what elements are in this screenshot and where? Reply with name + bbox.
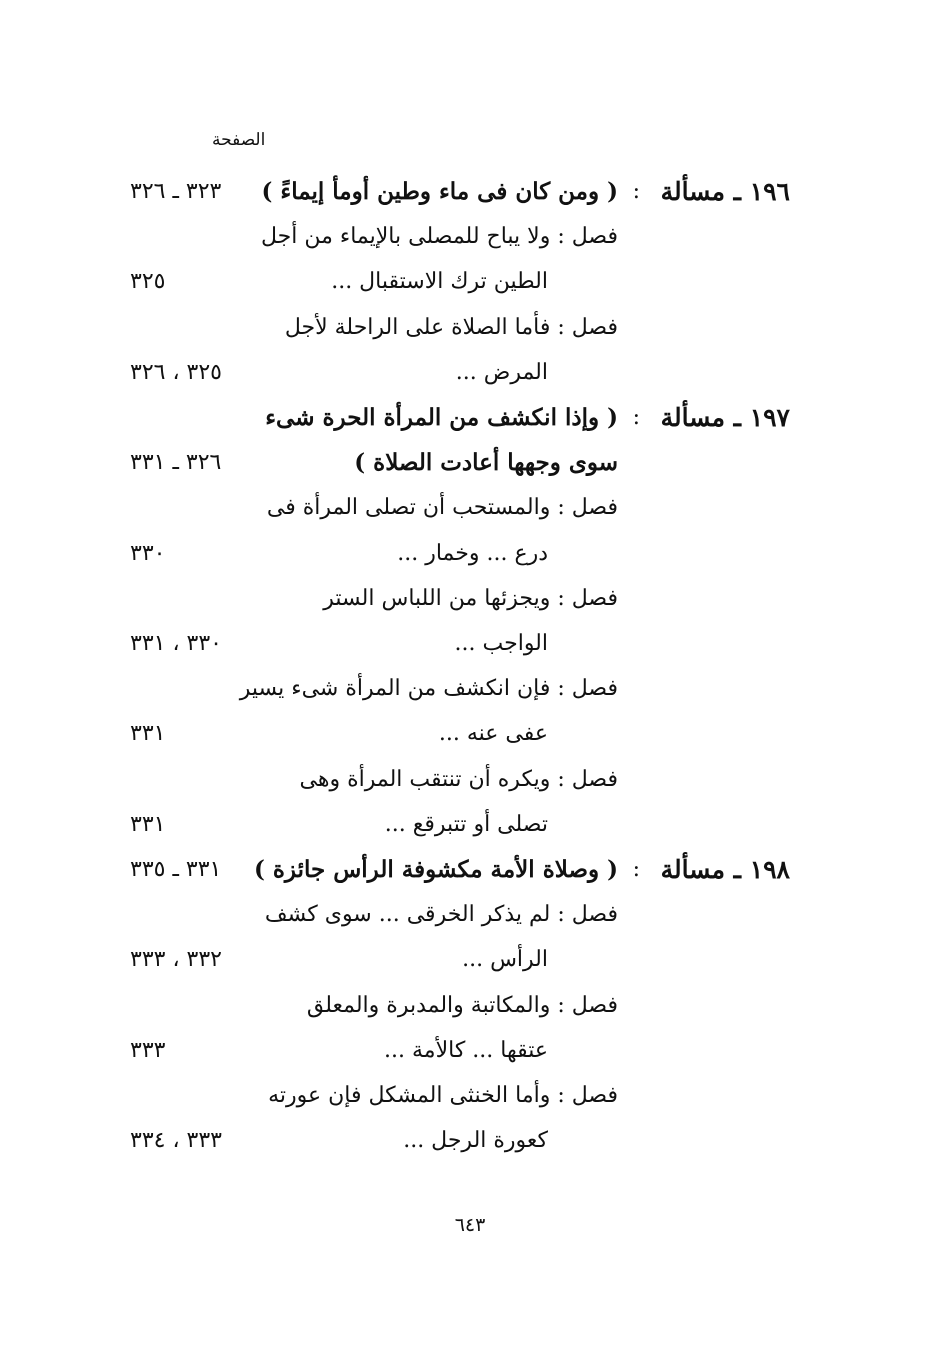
fasl-title: فصل : والمكاتبة والمدبرة والمعلق xyxy=(306,992,618,1018)
fasl-row xyxy=(0,577,940,621)
masala-row xyxy=(0,848,940,892)
fasl-continuation: الواجب ... xyxy=(454,631,548,656)
fasl-continuation: المرض ... xyxy=(455,359,548,385)
fasl-row xyxy=(0,351,940,395)
fasl-row xyxy=(0,260,940,304)
page-reference: ٣٢٦ ـ ٣٣١ xyxy=(130,450,222,476)
fasl-title: فصل : ويجزئها من اللباس الستر xyxy=(323,585,618,611)
fasl-continuation: درع ... وخمار ... xyxy=(397,540,548,566)
page-reference: ٣٣١ xyxy=(130,811,166,837)
fasl-continuation: الرأس ... xyxy=(462,947,548,973)
fasl-row xyxy=(0,758,940,802)
page-reference: ٣٣١ xyxy=(130,721,166,747)
masala-number: ١٩٧ ـ مسألة xyxy=(660,403,790,432)
masala-title: ( وإذا انكشف من المرأة الحرة شىء xyxy=(265,404,618,431)
fasl-row xyxy=(0,938,940,982)
page-reference: ٣٢٣ ـ ٣٢٦ xyxy=(130,179,222,204)
page-reference: ٣٢٥ xyxy=(130,269,166,295)
fasl-title: فصل : والمستحب أن تصلى المرأة فى xyxy=(266,495,618,521)
fasl-row xyxy=(0,1074,940,1118)
fasl-continuation: الطين ترك الاستقبال ... xyxy=(331,269,548,295)
fasl-title: فصل : ويكره أن تنتقب المرأة وهى xyxy=(299,766,618,792)
masala-number: ١٩٦ ـ مسألة xyxy=(660,177,790,206)
fasl-continuation: عفى عنه ... xyxy=(438,721,548,747)
fasl-row xyxy=(0,532,940,576)
masala-title: ( وصلاة الأمة مكشوفة الرأس جائزة ) xyxy=(253,856,618,883)
fasl-continuation: عتقها ... كالأمة ... xyxy=(384,1037,548,1063)
fasl-title: فصل : فإن انكشف من المرأة شىء يسير xyxy=(239,676,618,702)
page-number: ٦٤٣ xyxy=(454,1214,486,1236)
page-reference: ٣٣٣ xyxy=(130,1037,166,1063)
page-reference: ٣٣٢ ، ٣٣٣ xyxy=(130,947,222,973)
page-reference: ٣٣١ ـ ٣٣٥ xyxy=(130,857,222,882)
colon-separator: : xyxy=(632,405,640,430)
fasl-row xyxy=(0,1119,940,1163)
fasl-title: فصل : ولا يباح للمصلى بالإيماء من أجل xyxy=(260,224,618,250)
page-reference: ٣٣٠ ، ٣٣١ xyxy=(130,631,222,656)
fasl-continuation: كعورة الرجل ... xyxy=(403,1128,548,1154)
fasl-row xyxy=(0,893,940,937)
page-reference: ٣٣٣ ، ٣٣٤ xyxy=(130,1128,222,1154)
fasl-title: فصل : لم يذكر الخرقى ... سوى كشف xyxy=(264,902,618,928)
fasl-row xyxy=(0,486,940,530)
fasl-row xyxy=(0,306,940,350)
fasl-row xyxy=(0,712,940,756)
page-column-header: الصفحة xyxy=(212,130,266,150)
fasl-row xyxy=(0,803,940,847)
fasl-row xyxy=(0,441,940,485)
page-reference: ٣٣٠ xyxy=(130,540,166,566)
fasl-row xyxy=(0,1029,940,1073)
colon-separator: : xyxy=(632,857,640,882)
fasl-row xyxy=(0,215,940,259)
fasl-row xyxy=(0,984,940,1028)
masala-row xyxy=(0,396,940,440)
colon-separator: : xyxy=(632,179,640,204)
fasl-title: فصل : وأما الخنثى المشكل فإن عورته xyxy=(268,1083,618,1108)
fasl-row xyxy=(0,622,940,666)
masala-row xyxy=(0,170,940,214)
fasl-row xyxy=(0,667,940,711)
masala-number: ١٩٨ ـ مسألة xyxy=(660,855,790,884)
masala-title: سوى وجهها أعادت الصلاة ) xyxy=(354,449,618,477)
fasl-title: فصل : فأما الصلاة على الراحلة لأجل xyxy=(284,314,618,340)
fasl-continuation: تصلى أو تتبرقع ... xyxy=(384,811,548,837)
page-reference: ٣٢٥ ، ٣٢٦ xyxy=(130,359,222,385)
masala-title: ( ومن كان فى ماء وطين أومأ إيماءً ) xyxy=(261,178,618,205)
